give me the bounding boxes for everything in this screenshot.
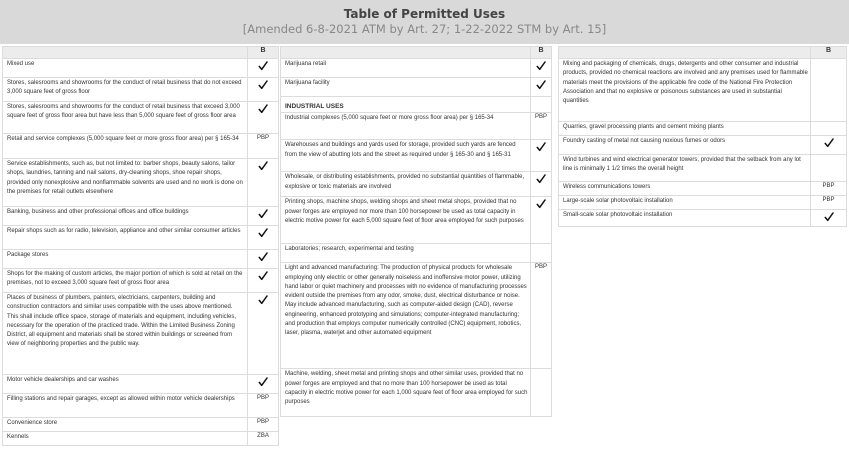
permitted-cell bbox=[531, 172, 552, 197]
permitted-cell bbox=[248, 293, 279, 375]
permitted-cell bbox=[248, 59, 279, 78]
uses-column-3 bbox=[558, 46, 846, 227]
checkmark-icon bbox=[536, 198, 546, 208]
table-row bbox=[3, 78, 279, 102]
permitted-cell bbox=[531, 59, 552, 78]
use-description: Marijuana facility bbox=[281, 78, 531, 97]
uses-column-1 bbox=[2, 46, 278, 446]
checkmark-icon bbox=[824, 211, 834, 221]
permitted-cell bbox=[531, 140, 552, 172]
amendment-note: [Amended 6-8-2021 ATM by Art. 27; 1-22-2022 STM by Art. 15] bbox=[242, 22, 607, 36]
table-row bbox=[559, 155, 847, 182]
permit-code-cell bbox=[811, 122, 847, 136]
permitted-uses-table bbox=[2, 46, 279, 446]
permitted-uses-table bbox=[558, 46, 847, 227]
table-row bbox=[559, 122, 847, 136]
use-description: Convenience store bbox=[3, 418, 248, 432]
use-description: Shops for the making of custom articles, the major portion of which is sold at retail on the premises, not to exceed 3,000 square feet of gross floor area bbox=[3, 269, 248, 293]
permitted-cell bbox=[248, 207, 279, 226]
use-description: Stores, salesrooms and showrooms for the conduct of retail business that do not exceed 3,000 square feet of gross floor bbox=[3, 78, 248, 102]
table-row bbox=[3, 375, 279, 394]
checkmark-icon bbox=[536, 173, 546, 183]
header-row bbox=[281, 47, 552, 59]
checkmark-icon bbox=[536, 141, 546, 151]
table-row bbox=[3, 250, 279, 269]
use-description: Small-scale solar photovoltaic installation bbox=[559, 210, 811, 227]
table-row bbox=[3, 293, 279, 375]
checkmark-icon bbox=[258, 103, 268, 113]
table-row bbox=[3, 207, 279, 226]
table-row bbox=[559, 210, 847, 227]
use-description: Industrial complexes (5,000 square feet or more gross floor area) per § 165-34 bbox=[281, 113, 531, 140]
permitted-cell bbox=[811, 136, 847, 155]
use-description: Machine, welding, sheet metal and printing shops and other similar uses, provided that no power forges are employed and that no more than 100 horsepower be used as total capacity in electric motive power for each 1,000 square feet of floor area employed for such purposes bbox=[281, 369, 531, 417]
checkmark-icon bbox=[258, 208, 268, 218]
permit-code-cell: PBP bbox=[248, 418, 279, 432]
permitted-cell bbox=[248, 375, 279, 394]
district-b-header: B bbox=[811, 47, 847, 59]
use-header-cell bbox=[3, 47, 248, 59]
table-title-bar bbox=[0, 0, 849, 44]
permit-code-cell bbox=[811, 59, 847, 122]
table-row bbox=[281, 140, 552, 172]
district-b-header: B bbox=[531, 47, 552, 59]
use-description: Places of business of plumbers, painters, electricians, carpenters, building and construction contractors and similar uses compatible with the uses above mentioned. This shall include office space, storage of materials and equipment, including vehicles, necessary for the operation of the practiced trade. Within the Limited Business Zoning District, all equipment and materials shall be stored within buildings or screened from view of neighboring properties and the public way. bbox=[3, 293, 248, 375]
permit-code-cell: PBP bbox=[531, 113, 552, 140]
table-row bbox=[3, 134, 279, 159]
table-row bbox=[281, 113, 552, 140]
permitted-cell bbox=[811, 210, 847, 227]
permit-code-cell bbox=[531, 244, 552, 263]
use-description: Banking, business and other professional offices and office buildings bbox=[3, 207, 248, 226]
page-title: Table of Permitted Uses bbox=[343, 7, 506, 21]
table-row bbox=[281, 197, 552, 244]
table-row bbox=[281, 369, 552, 417]
use-description: Mixed use bbox=[3, 59, 248, 78]
table-row bbox=[3, 102, 279, 134]
permitted-cell bbox=[531, 197, 552, 244]
header-row bbox=[559, 47, 847, 59]
use-description: Filling stations and repair garages, except as allowed within motor vehicle dealerships bbox=[3, 394, 248, 418]
use-description: Marijuana retail bbox=[281, 59, 531, 78]
table-row bbox=[281, 263, 552, 369]
table-row bbox=[559, 196, 847, 210]
use-header-cell bbox=[559, 47, 811, 59]
checkmark-icon bbox=[258, 227, 268, 237]
table-row bbox=[3, 159, 279, 207]
checkmark-icon bbox=[536, 79, 546, 89]
permit-code-cell: PBP bbox=[531, 263, 552, 369]
use-description: Printing shops, machine shops, welding shops and sheet metal shops, provided that no power forges are employed nor more than 100 horsepower be used as total capacity in electric motive power for each 5,000 square feet of floor area employed for such purposes bbox=[281, 197, 531, 244]
permitted-uses-table bbox=[280, 46, 552, 417]
table-row bbox=[3, 432, 279, 446]
header-row bbox=[3, 47, 279, 59]
use-description: Wholesale, or distributing establishments, provided no substantial quantities of flammable, explosive or toxic materials are involved bbox=[281, 172, 531, 197]
permit-code-cell bbox=[531, 369, 552, 417]
use-description: Motor vehicle dealerships and car washes bbox=[3, 375, 248, 394]
table-row bbox=[559, 59, 847, 122]
permitted-cell bbox=[248, 250, 279, 269]
permitted-cell bbox=[248, 226, 279, 250]
checkmark-icon bbox=[824, 137, 834, 147]
permit-code-cell: PBP bbox=[811, 196, 847, 210]
checkmark-icon bbox=[258, 270, 268, 280]
permit-code-cell: ZBA bbox=[248, 432, 279, 446]
use-description: Warehouses and buildings and yards used for storage, provided such yards are fenced from the view of abutting lots and the street as required under § 165-30 and § 165-31 bbox=[281, 140, 531, 172]
use-description: Repair shops such as for radio, television, appliance and other similar consumer articles bbox=[3, 226, 248, 250]
table-row bbox=[3, 418, 279, 432]
checkmark-icon bbox=[258, 294, 268, 304]
table-row bbox=[281, 244, 552, 263]
permitted-cell bbox=[248, 78, 279, 102]
permit-code-cell: PBP bbox=[248, 134, 279, 159]
table-row bbox=[3, 59, 279, 78]
permitted-cell bbox=[248, 102, 279, 134]
section-heading-row bbox=[281, 97, 552, 113]
table-row bbox=[281, 59, 552, 78]
checkmark-icon bbox=[258, 160, 268, 170]
checkmark-icon bbox=[258, 79, 268, 89]
table-row bbox=[281, 78, 552, 97]
table-row bbox=[3, 269, 279, 293]
table-row bbox=[559, 182, 847, 196]
use-description: Package stores bbox=[3, 250, 248, 269]
use-description: Large-scale solar photovoltaic installation bbox=[559, 196, 811, 210]
use-description: Retail and service complexes (5,000 square feet or more gross floor area) per § 165-34 bbox=[3, 134, 248, 159]
permitted-cell bbox=[248, 269, 279, 293]
permit-code-cell: PBP bbox=[248, 394, 279, 418]
use-description: Wind turbines and wind electrical generator towers, provided that the setback from any lot line is minimally 1 1/2 times the overall height bbox=[559, 155, 811, 182]
permit-code-cell bbox=[811, 155, 847, 182]
use-description: Service establishments, such as, but not limited to: barber shops, beauty salons, tailor shops, laundries, tanning and nail salons, dry-cleaning shops, shoe repair shops, provided only nonexplosive and nonflammable solvents are used and no work is done on the premises for retail outlets elsewhere bbox=[3, 159, 248, 207]
permit-code-cell bbox=[531, 97, 552, 113]
use-description: Foundry casting of metal not causing noxious fumes or odors bbox=[559, 136, 811, 155]
use-description: Kennels bbox=[3, 432, 248, 446]
use-description: Quarries, gravel processing plants and cement mixing plants bbox=[559, 122, 811, 136]
table-row bbox=[559, 136, 847, 155]
table-row bbox=[281, 172, 552, 197]
use-description: Laboratories; research, experimental and testing bbox=[281, 244, 531, 263]
use-description: Stores, salesrooms and showrooms for the conduct of retail business that exceed 3,000 square feet of gross floor area but have less than 5,000 square feet of gross floor area bbox=[3, 102, 248, 134]
checkmark-icon bbox=[258, 376, 268, 386]
table-row bbox=[3, 394, 279, 418]
checkmark-icon bbox=[258, 60, 268, 70]
use-description: Mixing and packaging of chemicals, drugs, detergents and other consumer and industrial products, provided no chemical reactions are involved and any premises used for flammable materials meet the provisions of the applicable fire code of the National Fire Protection Association and that no explosive or poisonous substances are used in substantial quantities bbox=[559, 59, 811, 122]
permit-code-cell: PBP bbox=[811, 182, 847, 196]
checkmark-icon bbox=[258, 251, 268, 261]
table-row bbox=[3, 226, 279, 250]
permitted-cell bbox=[248, 159, 279, 207]
use-description: Light and advanced manufacturing: The production of physical products for wholesale employing only electric or other generally noiseless and inoffensive motor power, utilizing hand labor or quiet machinery and processes with no evidence of manufacturing processes evident outside the premises from any odor, smoke, dust, electrical disturbance or noise. May include advanced manufacturing, such as computer-aided design (CAD), reverse engineering, enhanced prototyping and simulations; computer-integrated manufacturing; and production that employs computer numerically controlled (CNC) equipment, robotics, laser, plasma, waterjet and other automated equipment bbox=[281, 263, 531, 369]
checkmark-icon bbox=[536, 60, 546, 70]
district-b-header: B bbox=[248, 47, 279, 59]
use-header-cell bbox=[281, 47, 531, 59]
use-description: Wireless communications towers bbox=[559, 182, 811, 196]
uses-column-2 bbox=[280, 46, 551, 417]
permitted-cell bbox=[531, 78, 552, 97]
section-heading: INDUSTRIAL USES bbox=[281, 97, 531, 113]
